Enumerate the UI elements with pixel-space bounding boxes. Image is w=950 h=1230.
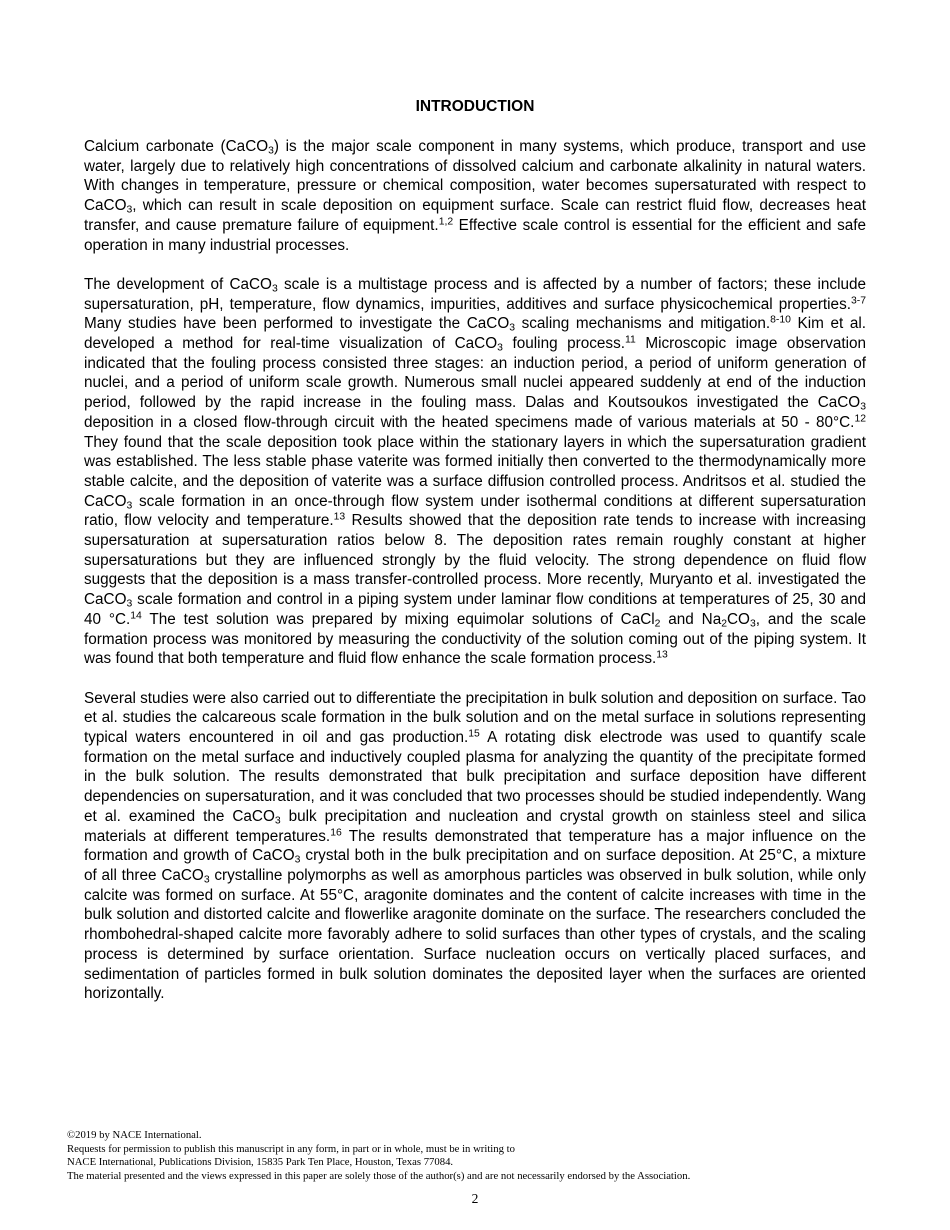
citation-superscript: 15 <box>468 728 480 740</box>
footer-address: NACE International, Publications Division, 15835 Park Ten Place, Houston, Texas 77084. <box>67 1156 454 1169</box>
paragraph-2 <box>84 275 866 669</box>
paragraph-3 <box>84 689 866 1004</box>
text-run: They found that the scale deposition took place within the stationary layers in which the supersaturation gradient was established. The less stable phase vaterite was formed initially then converted to the thermodynamically more stable calcite, and the deposition of vaterite was a surface diffusion controlled process. Andritsos et al. studied the CaCO <box>84 433 866 510</box>
subscript: 3 <box>294 854 301 866</box>
citation-superscript: 14 <box>130 610 142 622</box>
subscript: 2 <box>654 618 661 630</box>
subscript: 3 <box>497 342 503 354</box>
citation-superscript: 12 <box>854 413 866 425</box>
citation-superscript: 3-7 <box>850 294 866 306</box>
text-run: scale is a multistage process and is affected by a number of factors; these include supersaturation, pH, temperature, flow dynamics, impurities, additives and surface physicochemical properties. <box>84 275 866 313</box>
footer-disclaimer: The material presented and the views expressed in this paper are solely those of the author(s) and are not necessarily endorsed by the Association. <box>67 1170 691 1183</box>
text-run: scaling mechanisms and mitigation. <box>515 315 771 333</box>
text-run: ) is the major scale component in many systems, which produce, transport and use water, largely due to relatively high concentrations of dissolved calcium and carbonate alkalinity in natural waters. With changes in temperature, pressure or chemical composition, water becomes supersaturated with respect to CaCO <box>84 138 866 215</box>
text-run: Results showed that the deposition rate tends to increase with increasing supersaturation at supersaturation ratios below 8. The deposition rates remain roughly constant at higher supersaturations but they are influenced strongly by the fluid velocity. The strong dependence on fluid flow suggests that the deposition is a mass transfer-controlled process. More recently, Muryanto et al. investigated the CaCO <box>84 512 866 609</box>
text-run: bulk precipitation and nucleation and crystal growth on stainless steel and silica materials at different temperatures. <box>84 807 866 845</box>
text-run: , which can result in scale deposition on equipment surface. Scale can restrict fluid flow, decreases heat transfer, and cause premature failure of equipment. <box>84 197 866 234</box>
subscript: 3 <box>126 204 133 216</box>
text-run: The test solution was prepared by mixing equimolar solutions of CaCl <box>141 610 655 628</box>
subscript: 3 <box>749 618 756 630</box>
citation-superscript: 13 <box>656 649 668 661</box>
text-run: A rotating disk electrode was used to quantify scale formation on the metal surface and inductively coupled plasma for analyzing the quantity of the precipitate formed in the bulk solution. The results demonstrated that bulk precipitation and surface deposition have different dependencies on supersaturation, and it was concluded that two processes should be studied independently. Wang et al. examined the CaCO <box>84 729 867 825</box>
text-run: Several studies were also carried out to differentiate the precipitation in bulk solution and deposition on surface. Tao et al. studies the calcareous scale formation in the bulk solution and on the metal surface in solutions representing typical waters encountered in oil and gas production. <box>84 689 866 747</box>
text-run: , and the scale formation process was monitored by measuring the conductivity of the solution coming out of the piping system. It was found that both temperature and fluid flow enhance the scale formation process. <box>84 610 867 668</box>
text-run: Many studies have been performed to investigate the CaCO <box>84 315 510 333</box>
text-run: Kim et al. developed a method for real-time visualization of CaCO <box>84 315 867 353</box>
subscript: 3 <box>126 598 133 610</box>
subscript: 3 <box>126 500 133 512</box>
subscript: 3 <box>274 815 281 827</box>
text-run: Effective scale control is essential for the efficient and safe operation in many industrial processes. <box>84 216 866 254</box>
citation-superscript: 13 <box>333 511 346 523</box>
citation-superscript: 16 <box>330 826 342 838</box>
text-run: The development of CaCO <box>84 275 272 293</box>
footer <box>67 1129 887 1184</box>
text-run: Microscopic image observation indicated that the fouling process consisted three stages: an induction period, a period of uniform generation of nuclei, and a period of uniform scale growth. Numerous small nuclei appeared suddenly at end of the induction period, followed by the rapid increase in the fouling mass. Dalas and Koutsoukos investigated the CaCO <box>84 335 867 412</box>
text-run: scale formation in an once-through flow system under isothermal conditions at different supersaturation ratio, flow velocity and temperature. <box>84 492 866 530</box>
footer-permission: Requests for permission to publish this manuscript in any form, in part or in whole, must be in writing to <box>67 1142 515 1155</box>
page-number: 2 <box>471 1191 479 1206</box>
text-run: deposition in a closed flow-through circuit with the heated specimens made of various materials at 50 - 80°C. <box>84 413 855 431</box>
text-run: crystal both in the bulk precipitation and on surface deposition. At 25°C, a mixture of all three CaCO <box>84 847 866 884</box>
text-run: crystalline polymorphs as well as amorphous particles was observed in bulk solution, while only calcite was formed on surface. At 55°C, aragonite dominates and the content of calcite increases with time in the bulk solution and distorted calcite and flowerlike aragonite dominate on the surface. The researchers concluded the rhombohedral-shaped calcite more favorably adhere to solid surfaces than other types of crystals, and the scaling process is determined by surface orientation. Surface nucleation occurs on vertically placed surfaces, and sedimentation of particles formed in bulk solution dominates the deposited layer when the surfaces are oriented horizontally. <box>84 866 866 1003</box>
text-run: fouling process. <box>502 335 625 353</box>
section-title: INTRODUCTION <box>415 98 535 115</box>
subscript: 3 <box>268 145 274 157</box>
text-run: and Na <box>660 610 722 628</box>
subscript: 3 <box>203 874 210 886</box>
text-run: scale formation and control in a piping system under laminar flow conditions at temperatures of 25, 30 and 40 °C. <box>84 591 866 628</box>
citation-superscript: 11 <box>624 334 636 346</box>
subscript: 2 <box>721 618 727 630</box>
subscript: 3 <box>860 401 866 413</box>
text-run: CO <box>727 610 750 628</box>
subscript: 3 <box>271 283 278 295</box>
text-run: Calcium carbonate (CaCO <box>84 138 269 155</box>
footer-copyright: ©2019 by NACE International. <box>67 1129 202 1141</box>
text-run: The results demonstrated that temperature has a major influence on the formation and growth of CaCO <box>84 827 866 865</box>
citation-superscript: 1,2 <box>438 216 454 228</box>
paragraph-1 <box>84 137 866 255</box>
body-text <box>84 137 866 1024</box>
citation-superscript: 8-10 <box>770 314 791 326</box>
subscript: 3 <box>509 322 516 334</box>
